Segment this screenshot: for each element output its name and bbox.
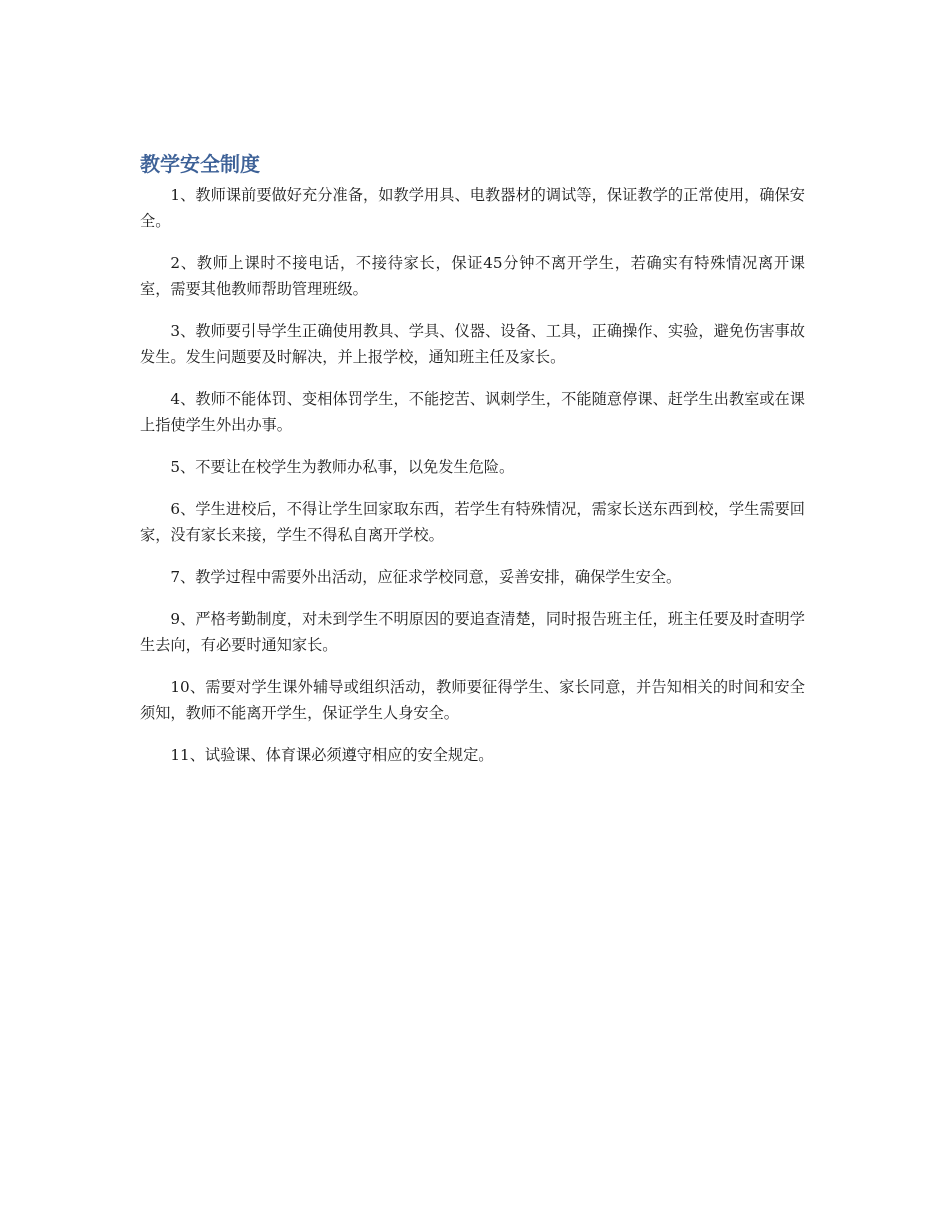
- paragraph-10: 10、需要对学生课外辅导或组织活动，教师要征得学生、家长同意，并告知相关的时间和安全须知，教师不能离开学生，保证学生人身安全。: [140, 678, 805, 722]
- paragraph-11: 11、试验课、体育课必须遵守相应的安全规定。: [170, 746, 494, 764]
- paragraph-6: 6、学生进校后，不得让学生回家取东西，若学生有特殊情况，需家长送东西到校，学生需要回家，没有家长来接，学生不得私自离开学校。: [140, 500, 805, 544]
- paragraph-3: 3、教师要引导学生正确使用教具、学具、仪器、设备、工具，正确操作、实验，避免伤害事故发生。发生问题要及时解决，并上报学校，通知班主任及家长。: [140, 322, 805, 366]
- paragraph-2: 2、教师上课时不接电话，不接待家长，保证45分钟不离开学生，若确实有特殊情况离开课室，需要其他教师帮助管理班级。: [140, 254, 805, 298]
- paragraph-1: 1、教师课前要做好充分准备，如教学用具、电教器材的调试等，保证教学的正常使用，确保安全。: [140, 186, 805, 230]
- document-title: 教学安全制度: [140, 152, 260, 176]
- document-body: [140, 148, 805, 784]
- paragraph-4: 4、教师不能体罚、变相体罚学生，不能挖苦、讽刺学生，不能随意停课、赶学生出教室或在课上指使学生外出办事。: [140, 390, 805, 434]
- paragraph-7: 7、教学过程中需要外出活动，应征求学校同意，妥善安排，确保学生安全。: [170, 568, 682, 586]
- paragraph-5: 5、不要让在校学生为教师办私事，以免发生危险。: [170, 458, 515, 476]
- paragraph-9: 9、严格考勤制度，对未到学生不明原因的要追查清楚，同时报告班主任，班主任要及时查明学生去向，有必要时通知家长。: [140, 610, 805, 654]
